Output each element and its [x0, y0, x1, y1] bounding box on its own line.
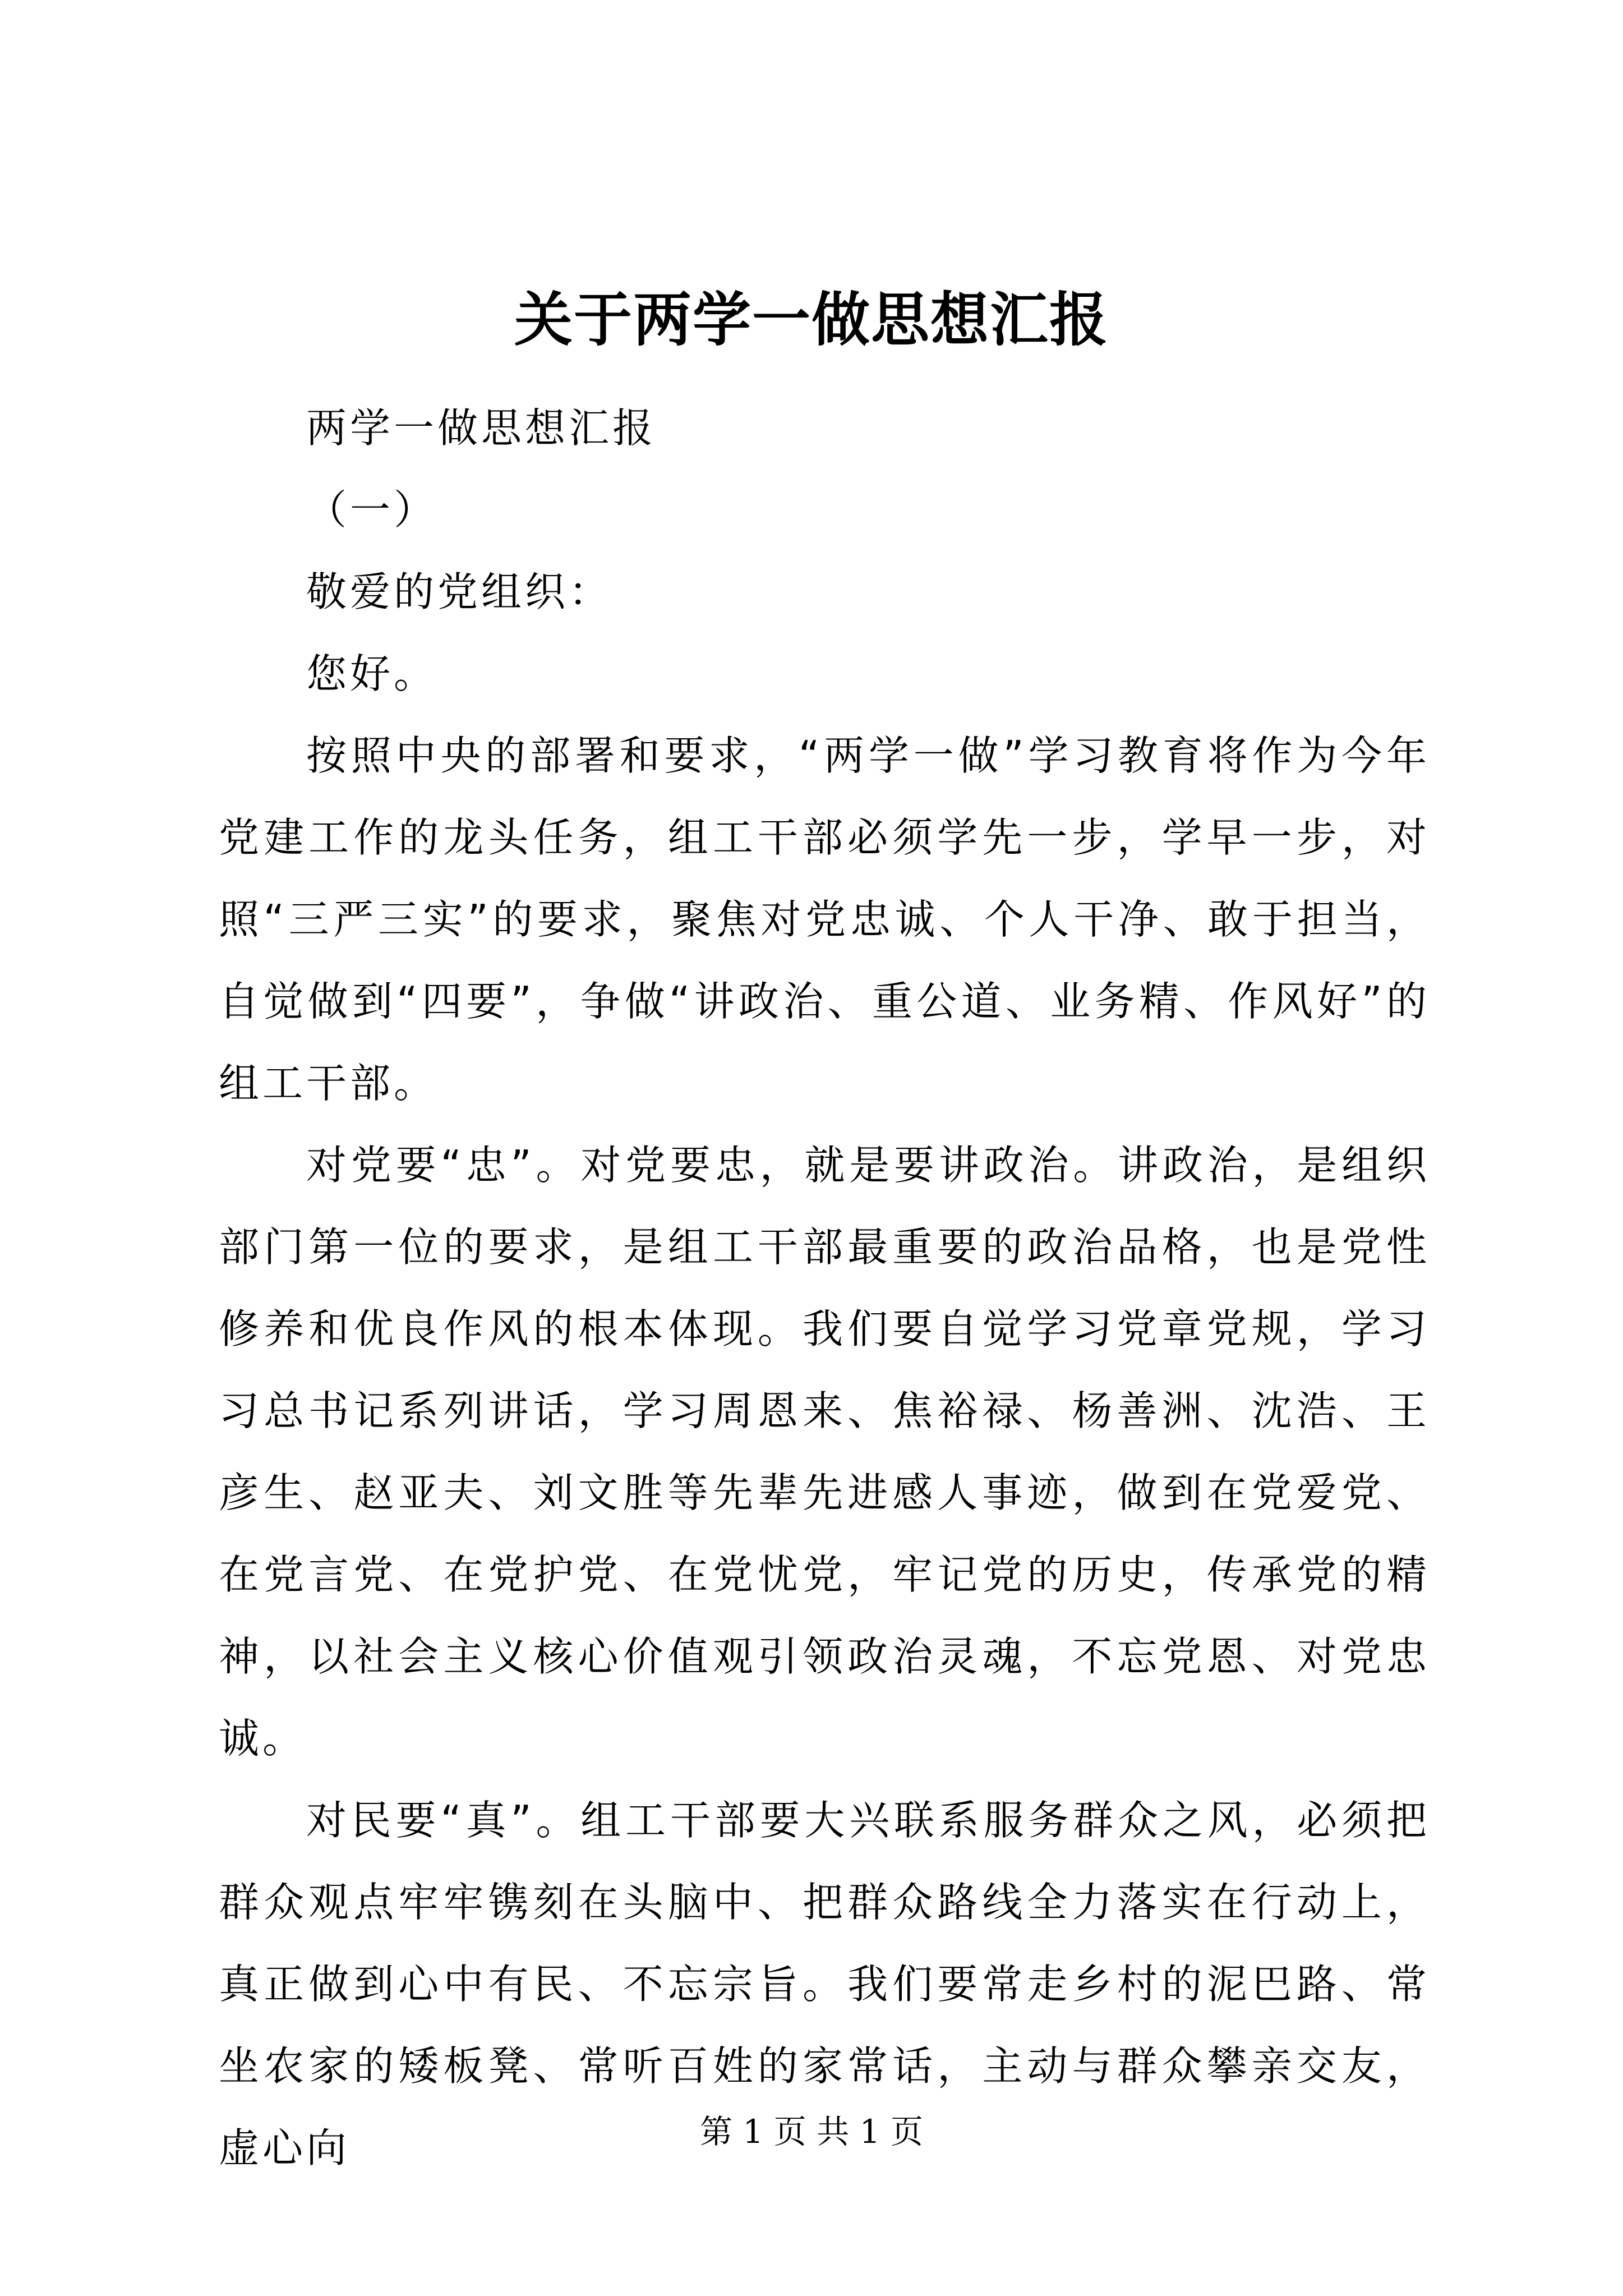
paragraph-people: 对民要“真”。组工干部要大兴联系服务群众之风，必须把群众观点牢牢镌刻在头脑中、把群众路线全力落实在行动上，真正做到心中有民、不忘宗旨。我们要常走乡村的泥巴路、常坐农家的矮板凳、常听百姓的家常话，主动与群众攀亲交友，虚心向 — [219, 1797, 1430, 2171]
document-body — [219, 387, 1430, 2189]
paragraph-greeting: 您好。 — [306, 650, 438, 697]
document-title: 关于两学一做思想汇报 — [514, 285, 1109, 354]
paragraph-salutation: 敬爱的党组织： — [306, 568, 613, 615]
paragraph-loyalty: 对党要“忠”。对党要忠，就是要讲政治。讲政治，是组织部门第一位的要求，是组工干部最重要的政治品格，也是党性修养和优良作风的根本体现。我们要自觉学习党章党规，学习习总书记系列讲话，学习周恩来、焦裕禄、杨善洲、沈浩、王彦生、赵亚夫、刘文胜等先辈先进感人事迹，做到在党爱党、在党言党、在党护党、在党忧党，牢记党的历史，传承党的精神，以社会主义核心价值观引领政治灵魂，不忘党恩、对党忠诚。 — [219, 1142, 1430, 1762]
page-number-footer: 第 1 页 共 1 页 — [700, 2113, 923, 2151]
paragraph-subtitle: 两学一做思想汇报 — [306, 404, 657, 452]
paragraph-intro: 按照中央的部署和要求，“两学一做”学习教育将作为今年党建工作的龙头任务，组工干部必须学先一步，学早一步，对照“三严三实”的要求，聚焦对党忠诚、个人干净、敢于担当，自觉做到“四要”，争做“讲政治、重公道、业务精、作风好”的组工干部。 — [219, 732, 1430, 1107]
paragraph-section-number: （一） — [306, 486, 438, 533]
